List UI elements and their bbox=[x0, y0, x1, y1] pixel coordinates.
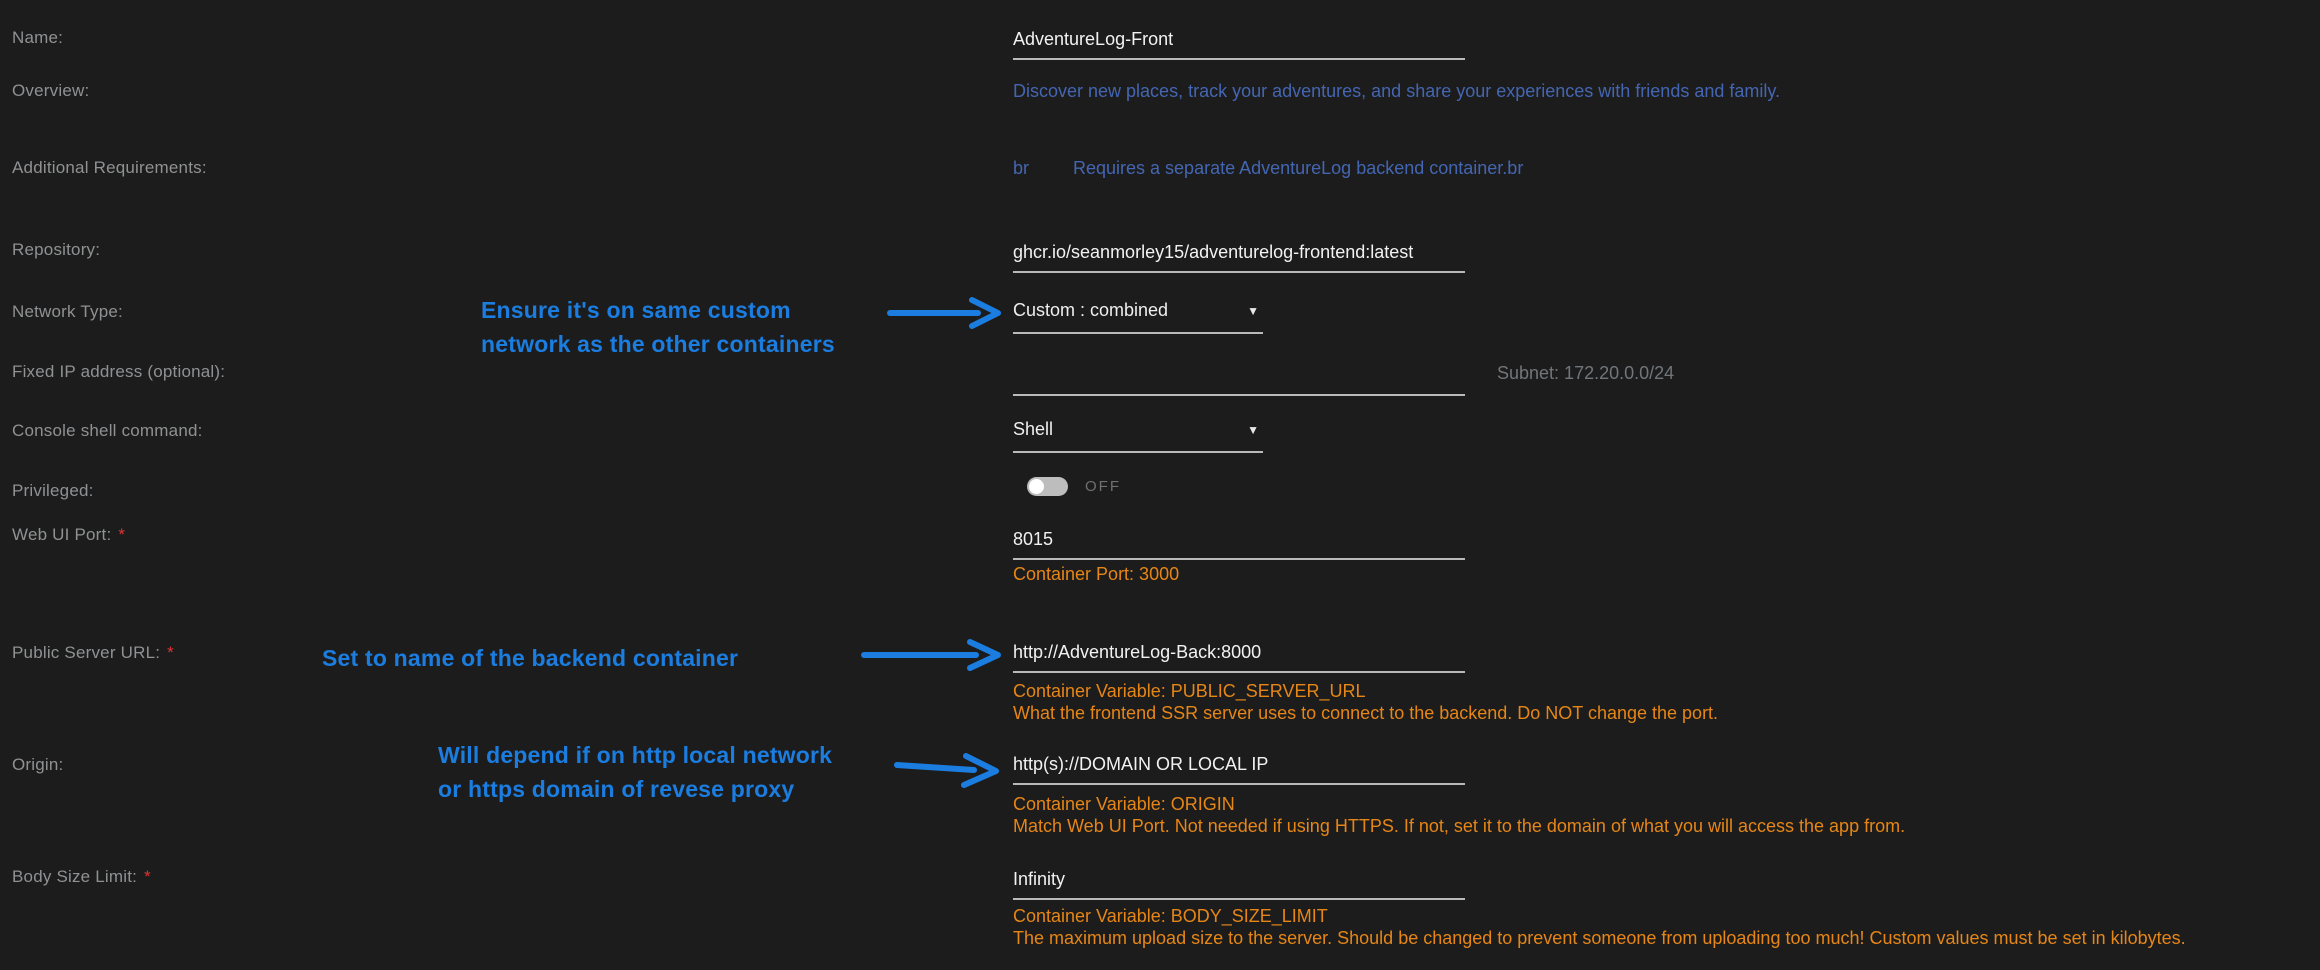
additional-requirements-prefix: br bbox=[1013, 158, 1030, 178]
arrow-to-network-type-icon bbox=[884, 296, 1006, 330]
origin-annotation-line2: or https domain of revese proxy bbox=[438, 776, 795, 802]
public-server-url-annotation bbox=[322, 641, 738, 675]
origin-input[interactable] bbox=[1013, 749, 1465, 785]
overview-label: Overview: bbox=[12, 81, 90, 100]
fixed-ip-input[interactable] bbox=[1013, 360, 1465, 396]
fixed-ip-label: Fixed IP address (optional): bbox=[12, 362, 226, 381]
console-shell-command-label: Console shell command: bbox=[12, 421, 203, 440]
public-server-url-annotation-line1: Set to name of the backend container bbox=[322, 645, 739, 671]
repository-label: Repository: bbox=[12, 240, 101, 259]
network-annotation-line1: Ensure it's on same custom bbox=[481, 297, 791, 323]
web-ui-port-input[interactable] bbox=[1013, 524, 1465, 560]
chevron-down-icon: ▼ bbox=[1247, 423, 1259, 437]
name-input[interactable] bbox=[1013, 24, 1465, 60]
subnet-info: Subnet: 172.20.0.0/24 bbox=[1497, 363, 1675, 383]
network-annotation bbox=[481, 293, 835, 361]
body-size-limit-variable: Container Variable: BODY_SIZE_LIMIT bbox=[1013, 906, 1328, 926]
arrow-to-public-server-url-icon bbox=[858, 638, 1006, 672]
origin-variable: Container Variable: ORIGIN bbox=[1013, 794, 1235, 814]
origin-help: Match Web UI Port. Not needed if using HTTPS. If not, set it to the domain of what you will access the app from. bbox=[1013, 816, 1906, 836]
body-size-limit-input[interactable] bbox=[1013, 864, 1465, 900]
web-ui-port-label: Web UI Port: * bbox=[12, 525, 126, 544]
network-annotation-line2: network as the other containers bbox=[481, 331, 835, 357]
toggle-knob bbox=[1029, 479, 1044, 494]
network-type-label: Network Type: bbox=[12, 302, 123, 321]
name-label: Name: bbox=[12, 28, 64, 47]
chevron-down-icon: ▼ bbox=[1247, 304, 1259, 318]
console-shell-select[interactable] bbox=[1013, 419, 1263, 453]
public-server-url-label: Public Server URL: * bbox=[12, 643, 174, 662]
origin-label: Origin: bbox=[12, 755, 64, 774]
additional-requirements-text: Requires a separate AdventureLog backend container.br bbox=[1073, 158, 1524, 178]
public-server-url-help: What the frontend SSR server uses to connect to the backend. Do NOT change the port. bbox=[1013, 703, 1719, 723]
arrow-to-origin-icon bbox=[892, 750, 1004, 792]
web-ui-port-help: Container Port: 3000 bbox=[1013, 564, 1180, 584]
console-shell-value: Shell bbox=[1013, 419, 1054, 439]
overview-description: Discover new places, track your adventures, and share your experiences with friends and family. bbox=[1013, 81, 1781, 101]
body-size-limit-help: The maximum upload size to the server. Should be changed to prevent someone from uploading too much! Custom values must be set in kilobytes. bbox=[1013, 928, 2186, 948]
privileged-toggle[interactable] bbox=[1027, 477, 1068, 496]
origin-annotation bbox=[438, 738, 832, 806]
additional-requirements-label: Additional Requirements: bbox=[12, 158, 207, 177]
network-type-select[interactable] bbox=[1013, 300, 1263, 334]
required-asterisk: * bbox=[144, 867, 151, 886]
required-asterisk: * bbox=[167, 643, 174, 662]
required-asterisk: * bbox=[118, 525, 126, 544]
public-server-url-variable: Container Variable: PUBLIC_SERVER_URL bbox=[1013, 681, 1366, 701]
network-type-value: Custom : combined bbox=[1013, 300, 1169, 320]
privileged-label: Privileged: bbox=[12, 481, 94, 500]
public-server-url-input[interactable] bbox=[1013, 637, 1465, 673]
privileged-toggle-state: OFF bbox=[1085, 478, 1121, 495]
origin-annotation-line1: Will depend if on http local network bbox=[438, 742, 833, 768]
repository-input[interactable] bbox=[1013, 237, 1465, 273]
body-size-limit-label: Body Size Limit: * bbox=[12, 867, 151, 886]
